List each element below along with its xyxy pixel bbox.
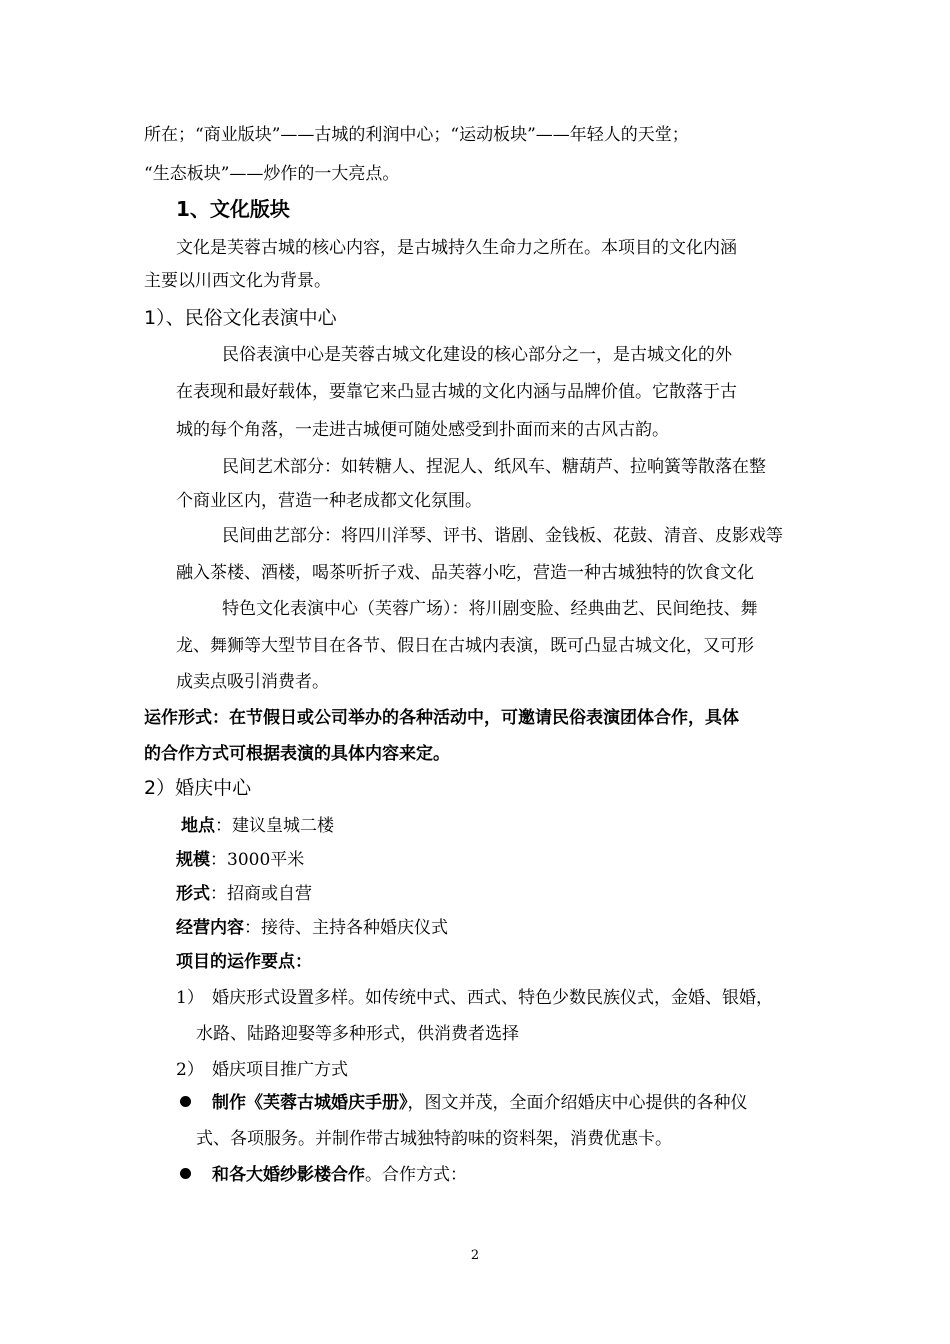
folk-p2-line-2: 个商业区内，营造一种老成都文化氛围。	[176, 491, 482, 511]
folk-p1-line-1: 民俗表演中心是芙蓉古城文化建设的核心部分之一，是古城文化的外	[222, 345, 732, 365]
wedding-scale-value: ：3000平米	[210, 850, 305, 870]
wedding-scale	[176, 848, 304, 872]
wedding-content	[176, 916, 448, 940]
wedding-location-value: ：建议皇城二楼	[215, 816, 334, 836]
section1-paragraph-line-2: 主要以川西文化为背景。	[144, 271, 331, 291]
bullet-1-rest: ，图文并茂，全面介绍婚庆中心提供的各种仪	[407, 1093, 748, 1113]
wedding-location	[181, 814, 334, 838]
wedding-item-1-line-2: 水路、陆路迎娶等多种形式，供消费者选择	[196, 1024, 519, 1044]
subsection-heading-wedding: 2）婚庆中心	[144, 777, 252, 799]
bullet-dot-icon	[180, 1096, 191, 1107]
wedding-item-2-text: 婚庆项目推广方式	[212, 1060, 348, 1080]
wedding-item-1-number: 1）	[176, 988, 204, 1008]
wedding-key-points-heading: 项目的运作要点：	[176, 952, 312, 972]
page-number: 2	[470, 1248, 480, 1263]
folk-p3-line-2: 融入茶楼、酒楼，喝茶听折子戏、品芙蓉小吃，营造一种古城独特的饮食文化	[176, 563, 754, 583]
bullet-2-rest: 。合作方式：	[365, 1165, 467, 1185]
wedding-item-1-line-1: 婚庆形式设置多样。如传统中式、西式、特色少数民族仪式，金婚、银婚，	[212, 988, 773, 1008]
intro-line-2: “生态板块”——炒作的一大亮点。	[144, 164, 400, 184]
bullet-2-bold: 和各大婚纱影楼合作	[212, 1165, 365, 1185]
folk-p1-line-3: 城的每个角落，一走进古城便可随处感受到扑面而来的古风古韵。	[176, 420, 669, 440]
bullet-1-line-2: 式、各项服务。并制作带古城独特韵味的资料架，消费优惠卡。	[196, 1129, 672, 1149]
wedding-item-2-number: 2）	[176, 1060, 204, 1080]
folk-p3-line-1: 民间曲艺部分：将四川洋琴、评书、谐剧、金钱板、花鼓、清音、皮影戏等	[222, 526, 783, 546]
folk-p1-line-2: 在表现和最好载体，要靠它来凸显古城的文化内涵与品牌价值。它散落于古	[176, 382, 737, 402]
folk-p4-line-3: 成卖点吸引消费者。	[176, 672, 329, 692]
wedding-form-value: ：招商或自营	[210, 884, 312, 904]
wedding-content-label: 经营内容	[176, 918, 244, 938]
bullet-2-line-1	[212, 1163, 467, 1187]
bullet-1-line-1	[212, 1091, 748, 1115]
bullet-dot-icon	[180, 1168, 191, 1179]
bullet-1-bold: 制作《芙蓉古城婚庆手册》	[212, 1093, 408, 1113]
wedding-scale-label: 规模	[176, 850, 210, 870]
wedding-form	[176, 882, 312, 906]
wedding-content-value: ：接待、主持各种婚庆仪式	[244, 918, 448, 938]
wedding-location-label: 地点	[181, 816, 215, 836]
folk-p2-line-1: 民间艺术部分：如转糖人、捏泥人、纸风车、糖葫芦、拉响簧等散落在整	[222, 457, 766, 477]
intro-line-1: 所在；“商业版块”——古城的利润中心；“运动板块”——年轻人的天堂；	[144, 125, 689, 145]
folk-operation-line-1: 运作形式：在节假日或公司举办的各种活动中，可邀请民俗表演团体合作，具体	[144, 708, 739, 728]
section-heading-culture: 1、文化版块	[176, 197, 290, 221]
section1-paragraph-line-1: 文化是芙蓉古城的核心内容，是古城持久生命力之所在。本项目的文化内涵	[176, 238, 737, 258]
folk-p4-line-1: 特色文化表演中心（芙蓉广场）：将川剧变脸、经典曲艺、民间绝技、舞	[222, 599, 758, 619]
wedding-form-label: 形式	[176, 884, 210, 904]
folk-p4-line-2: 龙、舞狮等大型节目在各节、假日在古城内表演，既可凸显古城文化，又可形	[176, 636, 754, 656]
subsection-heading-folk: 1）、民俗文化表演中心	[144, 307, 337, 329]
folk-operation-line-2: 的合作方式可根据表演的具体内容来定。	[144, 744, 450, 764]
